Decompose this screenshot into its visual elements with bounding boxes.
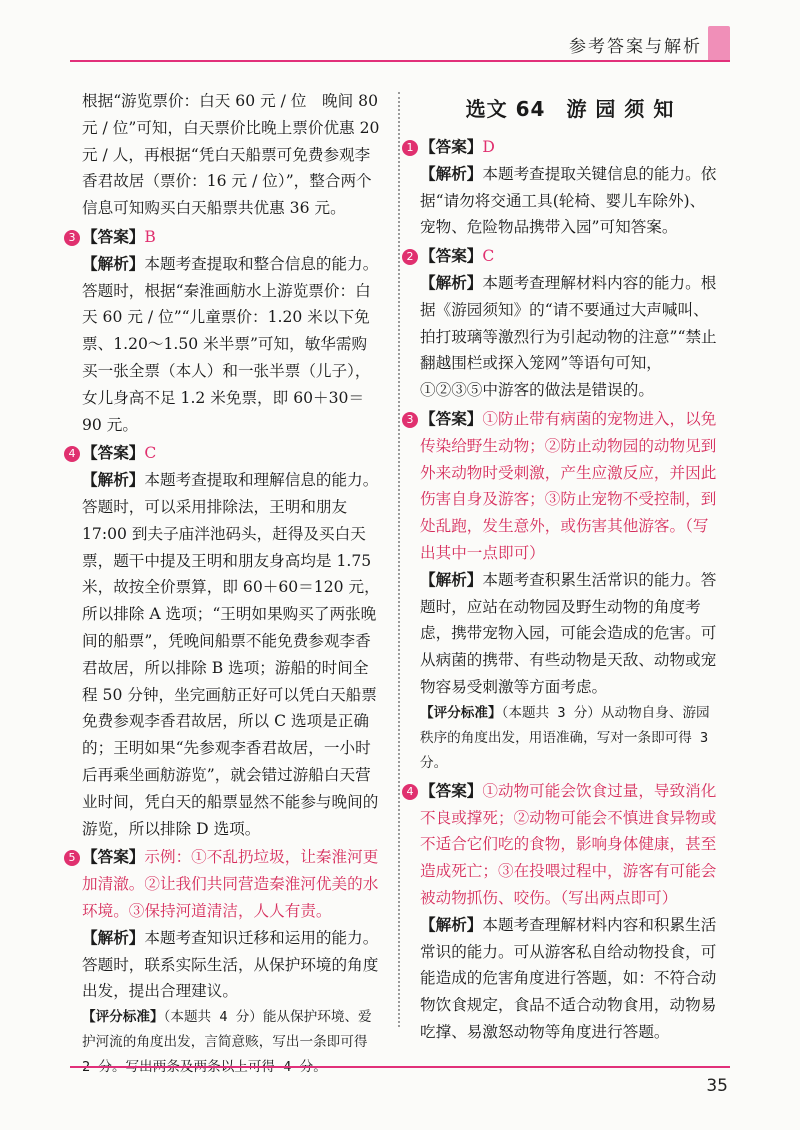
analysis-tag: 【解析】	[420, 163, 483, 183]
analysis-tag: 【解析】	[82, 470, 145, 490]
question-4-block	[68, 440, 382, 842]
footer-rule	[70, 1066, 730, 1068]
question-4-block	[406, 778, 720, 1046]
page-number: 35	[706, 1076, 728, 1096]
question-number-badge: 4	[64, 446, 80, 462]
answer-tag: 【答案】	[420, 408, 483, 428]
question-number-badge: 2	[402, 249, 418, 265]
question-5-block	[68, 844, 382, 1080]
question-number-badge: 5	[64, 850, 80, 866]
analysis-text: 本题考查提取和整合信息的能力。答题时，根据“秦淮画舫水上游览票价：白天 60 元 / 位”“儿童票价：1.20 米以下免票、1.20～1.50 米半票”可知，敏华需购买一张全票（本人）和一张半票（儿子），女儿身高不足 1.2 米免票，即 60＋30＝90 元。	[82, 254, 379, 434]
header-tab-decoration	[708, 26, 730, 60]
analysis-tag: 【解析】	[420, 272, 483, 292]
analysis-text: 本题考查提取和理解信息的能力。答题时，可以采用排除法，王明和朋友 17:00 到夫子庙泮池码头，赶得及买白天票，题干中提及王明和朋友身高均是 1.75 米，故按全价票算，即 60＋60＝120 元，所以排除 A 选项；“王明如果购买了两张晚间的船票”，凭晚间船票不能免费参观李香君故居，所以排除 B 选项；游船的时间全程 50 分钟，坐完画舫正好可以凭白天船票免费参观李香君故居，所以 C 选项是正确的；王明如果“先参观李香君故居，一小时后再乘坐画舫游览”，就会错过游船白天营业时间，凭白天的船票显然不能参与晚间的游览，所以排除 D 选项。	[82, 471, 380, 838]
analysis-tag: 【解析】	[82, 927, 145, 947]
question-1-block	[406, 134, 720, 241]
section-title: 选文 64 游 园 须 知	[465, 97, 675, 121]
analysis-text: 本题考查提取关键信息的能力。依据“请勿将交通工具(轮椅、婴儿车除外)、宠物、危险物品携带入园”可知答案。	[420, 164, 717, 237]
question-number-badge: 3	[64, 230, 80, 246]
answer-tag: 【答案】	[420, 246, 483, 266]
question-number-badge: 4	[402, 784, 418, 800]
answer-tag: 【答案】	[82, 226, 145, 246]
header-rule	[70, 60, 730, 62]
answer-text: D	[482, 138, 495, 156]
analysis-text: 本题考查积累生活常识的能力。答题时，应站在动物园及野生动物的角度考虑，携带宠物入园，可能会造成的危害。可从病菌的携带、有些动物是天敌、动物或宠物容易受刺激等方面考虑。	[420, 570, 717, 696]
answer-tag: 【答案】	[420, 780, 483, 800]
answer-text: C	[482, 247, 495, 266]
column-divider	[398, 92, 400, 1027]
analysis-text: 本题考查知识迁移和运用的能力。答题时，联系实际生活，从保护环境的角度出发，提出合理建议。	[82, 928, 379, 1001]
answer-tag: 【答案】	[420, 137, 483, 156]
scoring-text: （本题共 3 分）从动物自身、游园秩序的角度出发，用语准确，写对一条即可得 3 分。	[420, 704, 710, 771]
analysis-tag: 【解析】	[420, 914, 483, 934]
scoring-tag: 【评分标准】	[82, 1009, 164, 1026]
question-3-block	[406, 406, 720, 776]
question-number-badge: 1	[402, 140, 418, 156]
answer-tag: 【答案】	[82, 847, 145, 867]
left-column	[68, 88, 382, 1082]
scoring-text: （本题共 4 分）能从保护环境、爱护河流的角度出发，言简意赅，写出一条即可得	[82, 1009, 372, 1051]
answer-text: 示例：①不乱扔垃圾，让秦淮河更加清澈。②让我们共同营造秦淮河优美的水环境。③保持河道清洁，人人有责。	[82, 848, 379, 920]
analysis-tag: 【解析】	[82, 253, 145, 273]
question-2-block	[406, 243, 720, 404]
analysis-text: 本题考查理解材料内容的能力。根据《游园须知》的“请不要通过大声喊叫、拍打玻璃等激烈行为引起动物的注意”“禁止翻越围栏或探入笼网”等语句可知，①②③⑤中游客的做法是错误的。	[420, 273, 717, 400]
question-number-badge: 3	[402, 412, 418, 428]
intro-paragraph: 根据“游览票价：白天 60 元 / 位 晚间 80 元 / 位”可知，白天票价比晚上票价优惠 20 元 / 人，再根据“凭白天船票可免费参观李香君故居（票价：16 元 / 位）”，整合两个信息可知购买白天船票共优惠 36 元。	[82, 92, 380, 218]
header-title: 参考答案与解析	[569, 37, 702, 57]
page-header	[0, 0, 800, 66]
question-3-block	[68, 224, 382, 438]
analysis-text: 本题考查理解材料内容和积累生活常识的能力。可从游客私自给动物投食，可能造成的危害角度进行答题，如：不符合动物饮食规定，食品不适合动物食用，动物易吃撑、易激怒动物等角度进行答题。	[420, 915, 717, 1041]
scoring-tag: 【评分标准】	[420, 704, 502, 721]
answer-text: ①防止带有病菌的宠物进入，以免传染给野生动物；②防止动物园的动物见到外来动物时受刺激，产生应激反应，并因此伤害自身及游客；③防止宠物不受控制，到处乱跑，发生意外，或伤害其他游客。（写出其中一点即可）	[420, 409, 717, 562]
answer-tag: 【答案】	[82, 443, 145, 463]
answer-text: B	[144, 227, 156, 246]
answer-text: ①动物可能会饮食过量，导致消化不良或撑死；②动物可能会不慎进食异物或不适合它们吃的食物，影响身体健康，甚至造成死亡；③在投喂过程中，游客有可能会被动物抓伤、咬伤。（写出两点即可）	[420, 781, 717, 907]
right-column	[406, 88, 720, 1048]
answer-text: C	[144, 444, 157, 463]
analysis-tag: 【解析】	[420, 569, 483, 589]
